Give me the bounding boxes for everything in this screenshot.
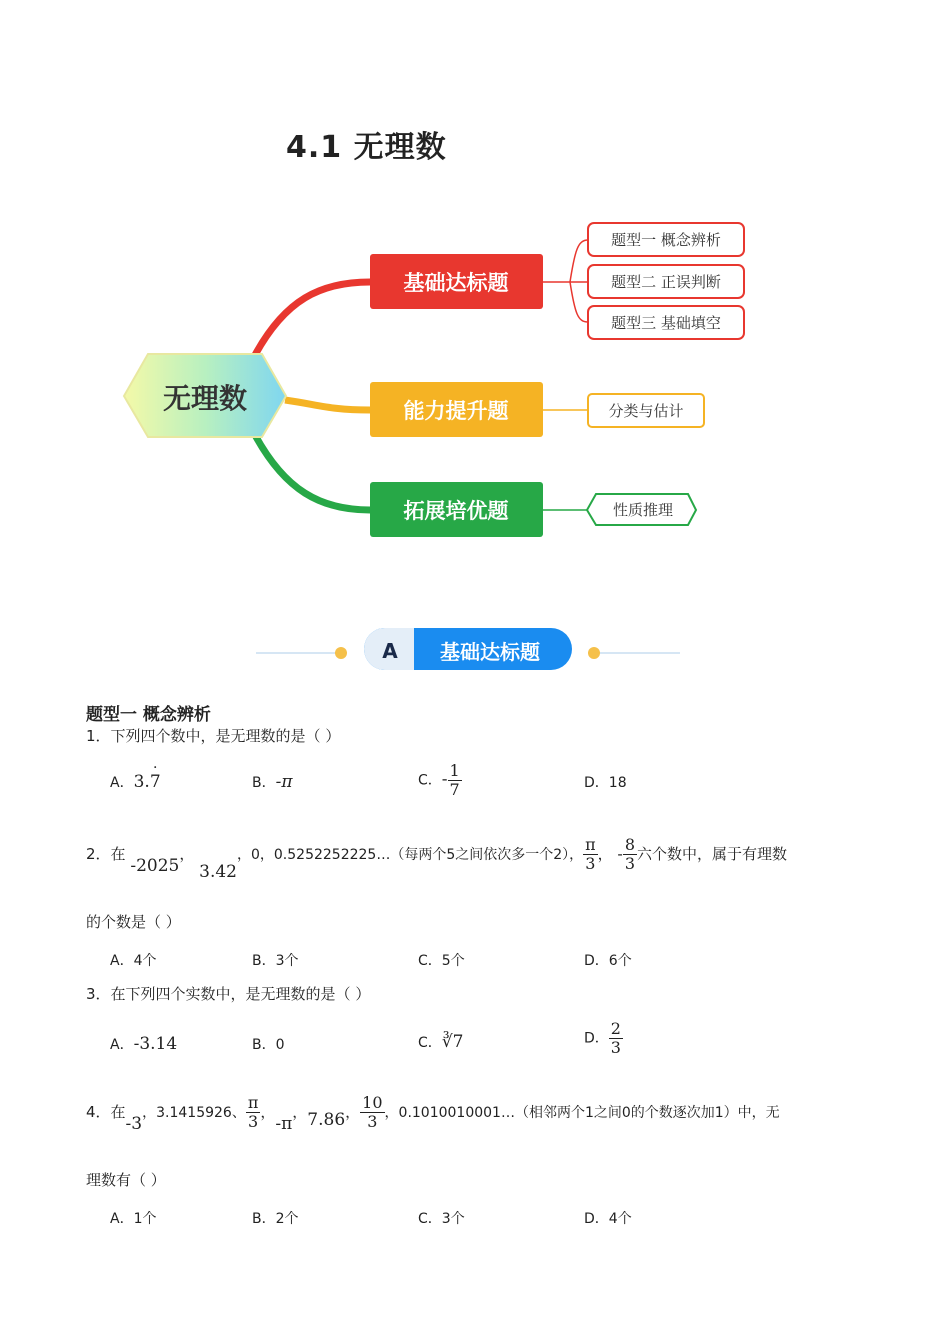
q3-option-a[interactable]: A．-3.14 bbox=[110, 1034, 178, 1054]
q1-option-d[interactable]: D．18 bbox=[584, 775, 627, 791]
q3-option-d[interactable]: D． $\frac{2}{3}$ bbox=[584, 1019, 621, 1057]
q4-option-d[interactable]: D．4个 bbox=[584, 1211, 632, 1227]
q3-option-b[interactable]: B．0 bbox=[252, 1037, 285, 1053]
connector-green bbox=[255, 435, 370, 510]
q2-option-c[interactable]: C．5个 bbox=[418, 953, 465, 969]
leaf-label-property: 性质推理 bbox=[612, 501, 674, 519]
q3-option-c[interactable]: C．∛7 bbox=[418, 1032, 464, 1052]
q2-option-a[interactable]: A．4个 bbox=[110, 953, 157, 969]
question-2-stem-cont: 的个数是（ ） bbox=[86, 913, 181, 931]
leaf-label-judge: 题型二 正误判断 bbox=[611, 273, 721, 291]
leaf-label-concept: 题型一 概念辨析 bbox=[611, 231, 721, 249]
branch-label-basic: 基础达标题 bbox=[403, 271, 509, 295]
root-label: 无理数 bbox=[162, 382, 248, 415]
q1-option-a[interactable]: A．3.· 7 bbox=[110, 772, 161, 792]
leaf-label-classify: 分类与估计 bbox=[608, 402, 684, 420]
page-title: 4.1 无理数 bbox=[286, 130, 447, 165]
q4-option-b[interactable]: B．2个 bbox=[252, 1211, 299, 1227]
q4-option-a[interactable]: A．1个 bbox=[110, 1211, 157, 1227]
question-2-stem: 2．在 -2025， 3.42，0，0.5252252225…（每两个5之间依次多一个2）， $\frac{\pi}{3}$ ， - $\frac{8}{3}$ 六个数中，属于有理数 bbox=[86, 835, 788, 882]
mind-map bbox=[0, 0, 950, 620]
q2-option-d[interactable]: D．6个 bbox=[584, 953, 632, 969]
q2-option-b[interactable]: B．3个 bbox=[252, 953, 299, 969]
question-3-stem: 3．在下列四个实数中，是无理数的是（ ） bbox=[86, 985, 371, 1003]
connector-yellow bbox=[285, 400, 370, 410]
section-banner bbox=[0, 620, 950, 680]
branch-label-extend: 拓展培优题 bbox=[403, 499, 509, 523]
leaf-label-fill: 题型三 基础填空 bbox=[611, 314, 721, 332]
banner-letter: A bbox=[382, 639, 398, 663]
branch-label-ability: 能力提升题 bbox=[403, 399, 509, 423]
section-heading: 题型一 概念辨析 bbox=[86, 705, 211, 725]
question-4-stem-cont: 理数有（ ） bbox=[86, 1171, 166, 1189]
question-1-stem: 1．下列四个数中，是无理数的是（ ） bbox=[86, 727, 341, 745]
connector-red bbox=[255, 282, 370, 355]
q1-option-b[interactable]: B．-π bbox=[252, 772, 293, 792]
banner-label: 基础达标题 bbox=[440, 640, 540, 664]
q1-option-c[interactable]: C．- $\frac{1}{7}$ bbox=[418, 761, 460, 799]
q4-option-c[interactable]: C．3个 bbox=[418, 1211, 465, 1227]
question-4-stem: 4．在-3，3.1415926、 $\frac{\pi}{3}$ ，-π，7.86， $\frac{10}{3}$ ，0.1010010001…（相邻两个1之间0的个数逐次加1）中，无 bbox=[86, 1093, 780, 1134]
